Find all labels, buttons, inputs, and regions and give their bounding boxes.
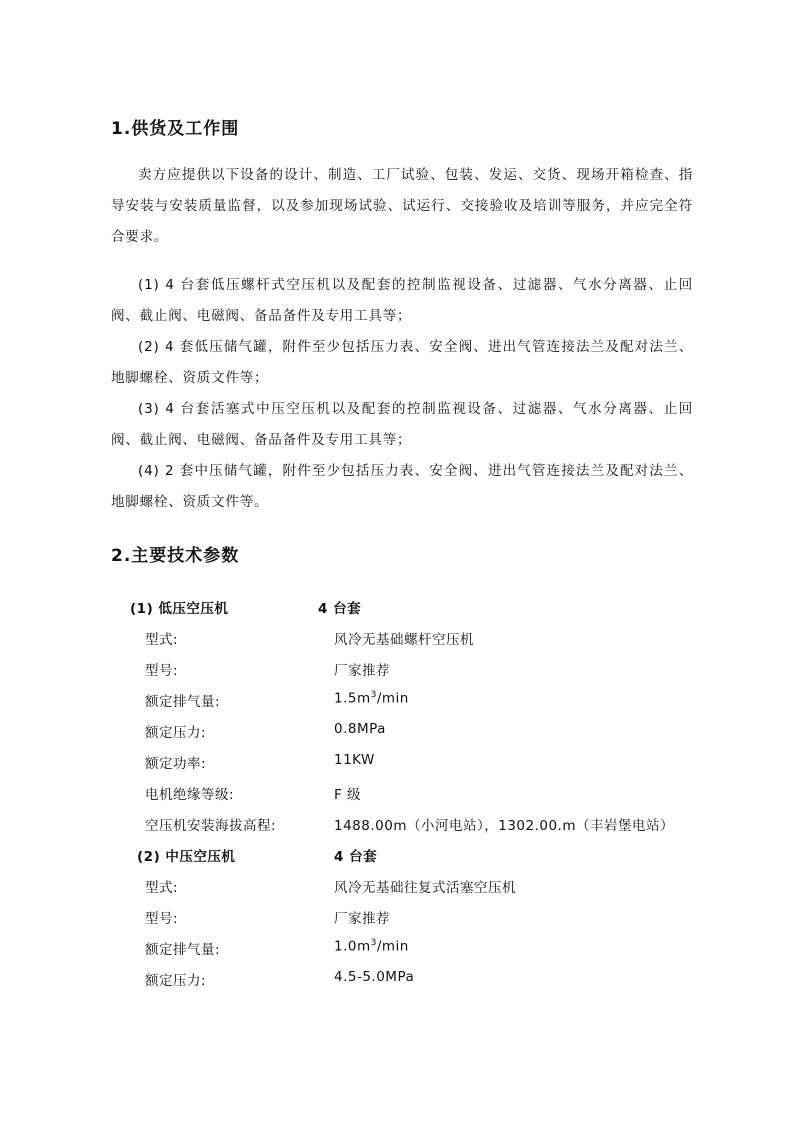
param-value: 4.5-5.0MPa [334,969,415,985]
param-row [0,876,794,900]
param-row [0,752,794,776]
param-key: 额定压力: [145,725,207,741]
param-row [0,659,794,683]
supply-item-3: (3) 4 台套活塞式中压空压机以及配套的控制监视设备、过滤器、气水分离器、止回阀、截止阀、电磁阀、备品备件及专用工具等； [111,401,693,448]
low-compressor-label: (1) 低压空压机 [130,601,229,617]
supply-item-4: (4) 2 套中压储气罐，附件至少包括压力表、安全阀、进出气管连接法兰及配对法兰、地脚螺栓、资质文件等。 [111,463,693,510]
param-row [0,721,794,745]
section-1-intro: 卖方应提供以下设备的设计、制造、工厂试验、包装、发运、交货、现场开箱检查、指导安装与安装质量监督，以及参加现场试验、试运行、交接验收及培训等服务，并应完全符合要求。 [111,167,693,245]
low-compressor-quantity: 4 台套 [318,601,362,617]
param-row [0,628,794,652]
param-key: 型号: [145,911,179,927]
param-key: 额定排气量: [145,942,221,958]
param-key: 电机绝缘等级: [145,787,235,803]
param-value: $1.5m^3/\min$ [334,690,409,707]
param-value: 风冷无基础螺杆空压机 [334,632,474,648]
param-key: 型号: [145,663,179,679]
param-key: 型式: [145,880,179,896]
param-value: 11KW [334,752,375,768]
mid-compressor-quantity: 4 台套 [334,849,378,865]
param-value: 厂家推荐 [334,663,390,679]
param-value: 风冷无基础往复式活塞空压机 [334,880,516,896]
param-key: 额定排气量: [145,694,221,710]
param-key: 额定压力: [145,973,207,989]
section-1-title: 1.供货及工作围 [111,119,240,139]
param-row [0,969,794,993]
supply-item-2: (2) 4 套低压储气罐，附件至少包括压力表、安全阀、进出气管连接法兰及配对法兰、地脚螺栓、资质文件等； [111,339,693,386]
param-key: 型式: [145,632,179,648]
param-key: 额定功率: [145,756,207,772]
param-value: 1488.00m（小河电站），1302.00.m（丰岩堡电站） [334,818,674,834]
section-2-title: 2.主要技术参数 [111,546,240,566]
param-row [0,907,794,931]
param-value: $1.0m^3/\min$ [334,938,409,955]
param-row [0,938,794,962]
param-row [0,690,794,714]
param-row [0,814,794,838]
param-value: 0.8MPa [334,721,386,737]
supply-item-1: (1) 4 台套低压螺杆式空压机以及配套的控制监视设备、过滤器、气水分离器、止回阀、截止阀、电磁阀、备品备件及专用工具等； [111,277,693,324]
mid-compressor-label: (2) 中压空压机 [137,849,236,865]
param-key: 空压机安装海拔高程: [145,818,277,834]
mid-compressor-heading [0,845,794,869]
low-compressor-heading [0,597,794,621]
param-value: F 级 [334,787,362,803]
param-row [0,783,794,807]
param-value: 厂家推荐 [334,911,390,927]
